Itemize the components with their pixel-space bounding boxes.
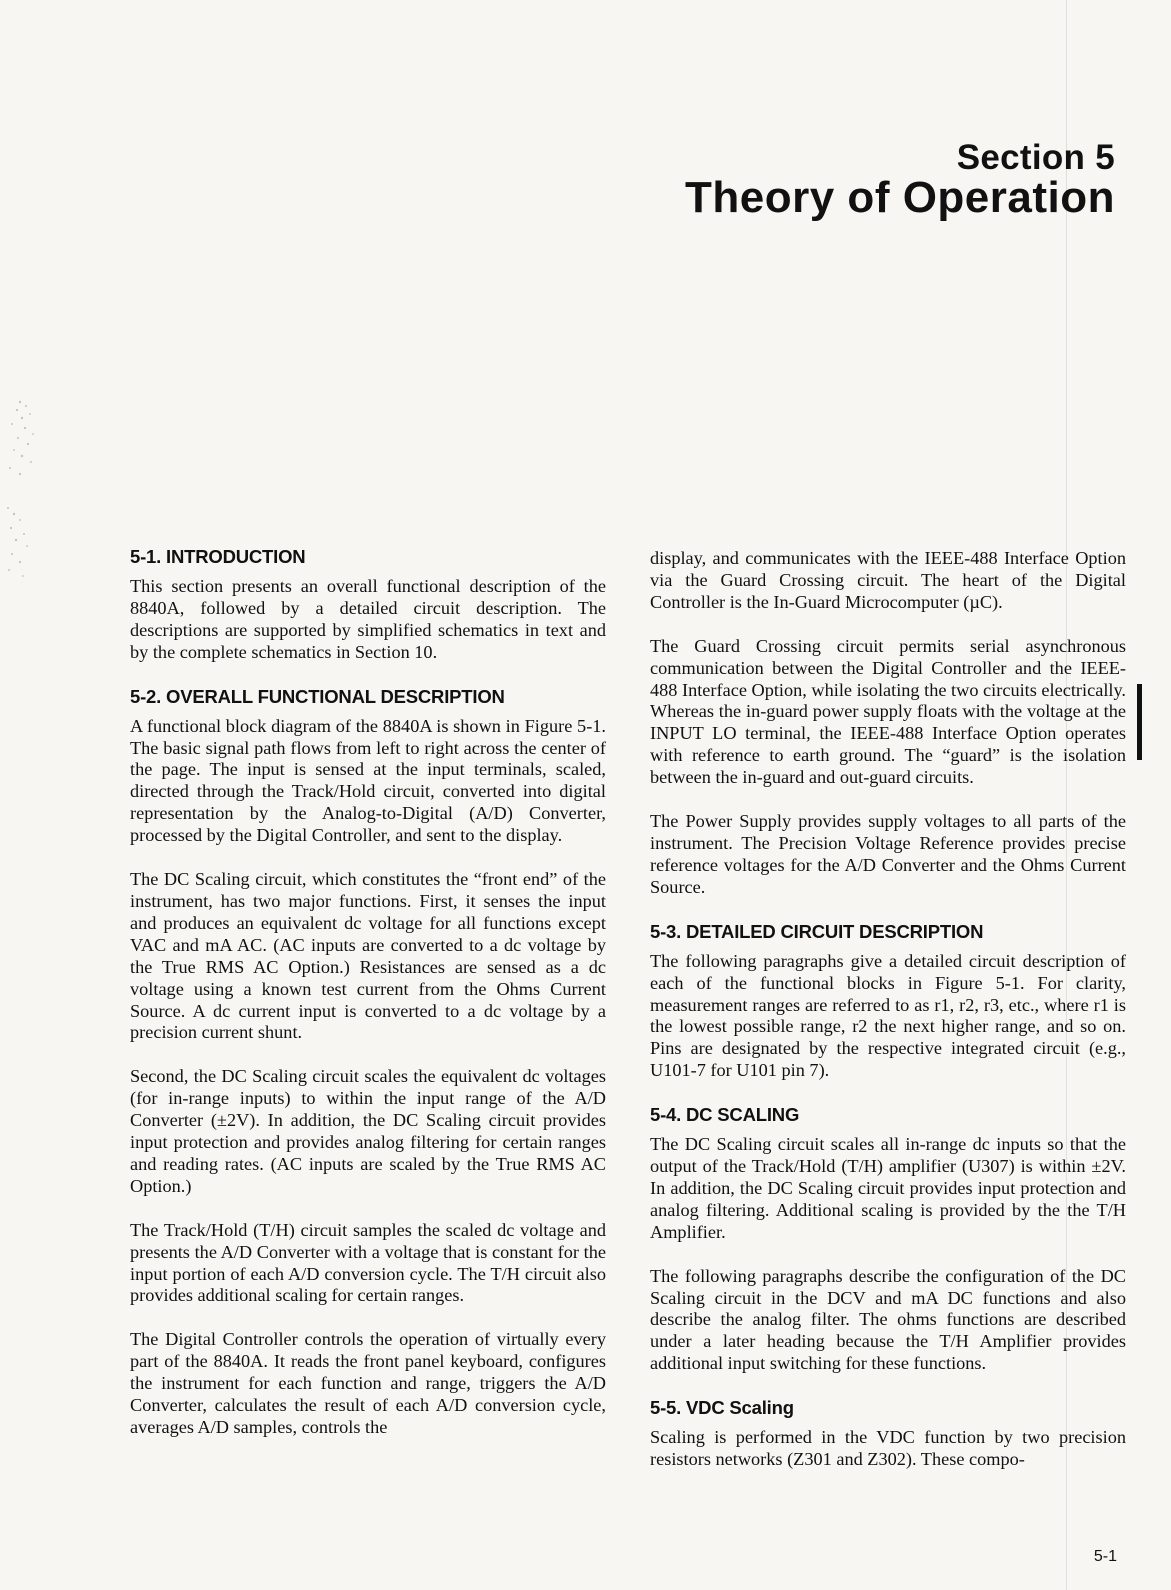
heading-detailed-circuit-description: 5-3. DETAILED CIRCUIT DESCRIPTION [650, 920, 984, 942]
paragraph: The Track/Hold (T/H) circuit samples the scaled dc voltage and presents the A/D Converter with a voltage that is constant for the input portion of each A/D conversion cycle. The T/H circuit also provides additional scaling for certain ranges. [130, 1219, 606, 1306]
paragraph: The following paragraphs describe the configuration of the DC Scaling circuit in the DCV and mA DC functions and also describe the analog filter. The ohms functions are described under a later heading because the T/H Amplifier provides additional input switching for these functions. [650, 1265, 1126, 1374]
paragraph: Scaling is performed in the VDC function by two precision resistors networks (Z301 and Z302). These compo- [650, 1427, 1126, 1470]
paragraph: The DC Scaling circuit scales all in-range dc inputs so that the output of the Track/Hold (T/H) amplifier (U307) is within ±2V. In addition, the DC Scaling circuit provides input protection and analog filtering. Additional scaling is provided by the the T/H Amplifier. [650, 1134, 1126, 1242]
section-number: Section 5 [956, 138, 1115, 177]
paragraph: display, and communicates with the IEEE-488 Interface Option via the Guard Crossing circuit. The heart of the Digital Controller is the In-Guard Microcomputer (µC). [650, 548, 1126, 612]
right-column [650, 548, 1126, 1493]
paragraph: A functional block diagram of the 8840A is shown in Figure 5-1. The basic signal path flows from left to right across the center of the page. The input is sensed at the input terminals, scaled, directed through the Track/Hold circuit, converted into digital representation by the Analog-to-Digital (A/D) Converter, processed by the Digital Controller, and sent to the display. [130, 715, 606, 846]
heading-dc-scaling: 5-4. DC SCALING [650, 1104, 800, 1126]
paragraph: This section presents an overall functional description of the 8840A, followed by a detailed circuit description. The descriptions are supported by simplified schematics in text and by the complete schematics in Section 10. [130, 576, 606, 662]
left-column [130, 546, 606, 1461]
revision-change-bar [1137, 684, 1142, 760]
section-title: Theory of Operation [685, 172, 1115, 222]
paragraph: The following paragraphs give a detailed circuit description of each of the functional blocks in Figure 5-1. For clarity, measurement ranges are referred to as r1, r2, r3, etc., where r1 is the lowest possible range, r2 the next higher range, and so on. Pins are designated by the respective integrated circuit (e.g., U101-7 for U101 pin 7). [650, 950, 1126, 1081]
heading-vdc-scaling: 5-5. VDC Scaling [650, 1397, 794, 1419]
page-number: 5-1 [1093, 1548, 1117, 1565]
binding-hole-marks [0, 388, 44, 588]
section-header [685, 140, 1115, 221]
paragraph: Second, the DC Scaling circuit scales the equivalent dc voltages (for in-range inputs) to within the input range of the A/D Converter (±2V). In addition, the DC Scaling circuit provides input protection and provides analog filtering for certain ranges and reading rates. (AC inputs are scaled by the True RMS AC Option.) [130, 1066, 606, 1196]
paragraph: The Guard Crossing circuit permits serial asynchronous communication between the Digital Controller and the IEEE-488 Interface Option, while isolating the two circuits electrically. Whereas the in-guard power supply floats with the voltage at the INPUT LO terminal, the IEEE-488 Interface Option operates with reference to earth ground. The “guard” is the isolation between the in-guard and out-guard circuits. [650, 635, 1126, 788]
paragraph: The Digital Controller controls the operation of virtually every part of the 8840A. It reads the front panel keyboard, configures the instrument for each function and range, triggers the A/D Converter, calculates the result of each A/D conversion cycle, averages A/D samples, controls the [130, 1329, 606, 1437]
heading-introduction: 5-1. INTRODUCTION [130, 546, 306, 567]
heading-overall-functional-description: 5-2. OVERALL FUNCTIONAL DESCRIPTION [130, 685, 505, 707]
paragraph: The Power Supply provides supply voltages to all parts of the instrument. The Precision Voltage Reference provides precise reference voltages for the A/D Converter and the Ohms Current Source. [650, 811, 1126, 897]
paragraph: The DC Scaling circuit, which constitutes the “front end” of the instrument, has two major functions. First, it senses the input and produces an equivalent dc voltage for all functions except VAC and mA AC. (AC inputs are converted to a dc voltage by the True RMS AC Option.) Resistances are sensed as a dc voltage using a known test current from the Ohms Current Source. A dc current input is converted to a dc voltage by a precision current shunt. [130, 869, 606, 1043]
